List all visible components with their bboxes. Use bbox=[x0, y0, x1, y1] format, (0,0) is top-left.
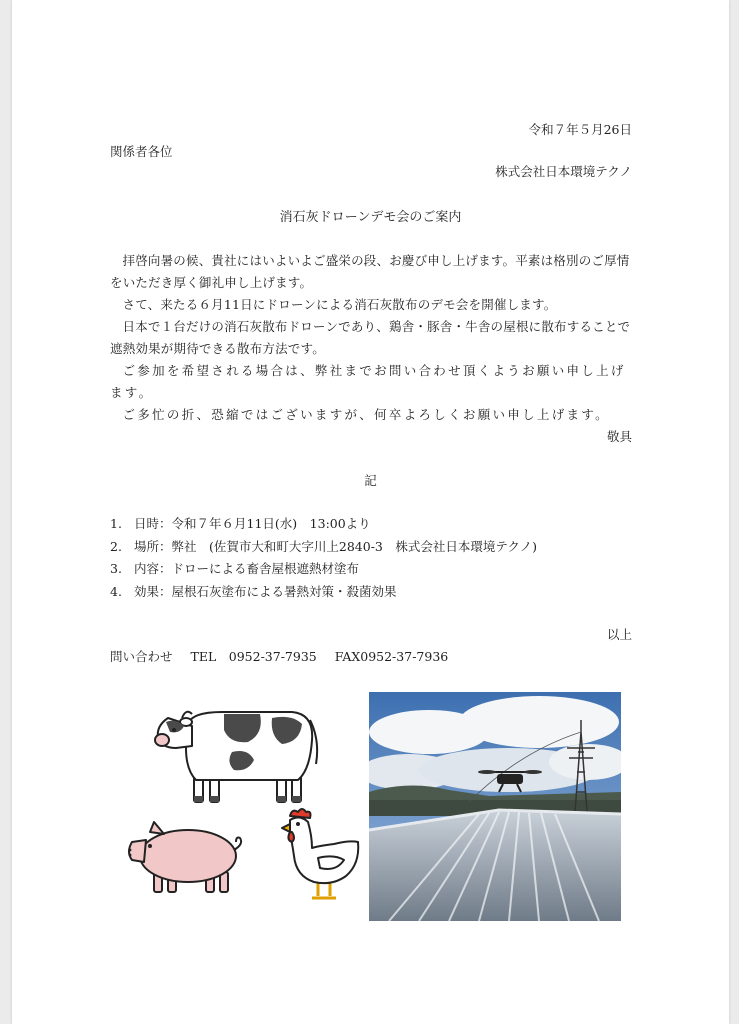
letter-body bbox=[110, 250, 634, 426]
list-item: 4. 効果：屋根石灰塗布による暑熱対策・殺菌効果 bbox=[110, 583, 397, 599]
document-page bbox=[12, 0, 729, 1024]
ijo-end-mark: 以上 bbox=[606, 627, 632, 642]
ki-heading: 記 bbox=[364, 473, 377, 488]
drone-spraying-roof-image bbox=[369, 692, 621, 921]
details-list bbox=[110, 513, 537, 603]
paragraph-description: 日本で１台だけの消石灰散布ドローンであり、鶏舎・豚舎・牛舎の屋根に散布することで遮熱効果が期待できる散布方法です。 bbox=[110, 319, 631, 356]
chicken-illustration bbox=[278, 806, 364, 902]
recipient: 関係者各位 bbox=[110, 144, 173, 159]
list-item: 3. 内容：ドローによる畜舎屋根遮熱材塗布 bbox=[110, 561, 360, 576]
contact-fax: FAX0952-37-7936 bbox=[334, 649, 449, 664]
paragraph-greeting: 拝啓向暑の候、貴社にはいよいよご盛栄の段、お慶び申し上げます。平素は格別のご厚情をいただき厚く御礼申し上げます。 bbox=[110, 253, 630, 290]
contact-tel: TEL 0952-37-7935 bbox=[190, 649, 317, 664]
pig-illustration bbox=[124, 820, 244, 896]
closing-keigu: 敬具 bbox=[606, 429, 632, 444]
cow-illustration bbox=[152, 700, 322, 804]
document-date: 令和７年５月26日 bbox=[528, 122, 632, 137]
list-item: 1. 日時：令和７年６月11日(水) 13:00より bbox=[110, 516, 371, 531]
paragraph-request: ご参加を希望される場合は、弊社までお問い合わせ頂くようお願い申し上げます。 bbox=[110, 363, 626, 400]
paragraph-announcement: さて、来たる６月11日にドローンによる消石灰散布のデモ会を開催します。 bbox=[122, 297, 557, 312]
contact-label: 問い合わせ bbox=[110, 649, 173, 664]
drone-photo bbox=[369, 692, 621, 921]
list-item: 2. 場所：弊社 (佐賀市大和町大字川上2840-3 株式会社日本環境テクノ) bbox=[110, 538, 537, 554]
contact-line bbox=[110, 648, 462, 666]
paragraph-closing: ご多忙の折、恐縮ではございますが、何卒よろしくお願い申し上げます。 bbox=[122, 407, 610, 422]
document-title: 消石灰ドローンデモ会のご案内 bbox=[279, 210, 462, 225]
sender-company: 株式会社日本環境テクノ bbox=[495, 164, 632, 179]
